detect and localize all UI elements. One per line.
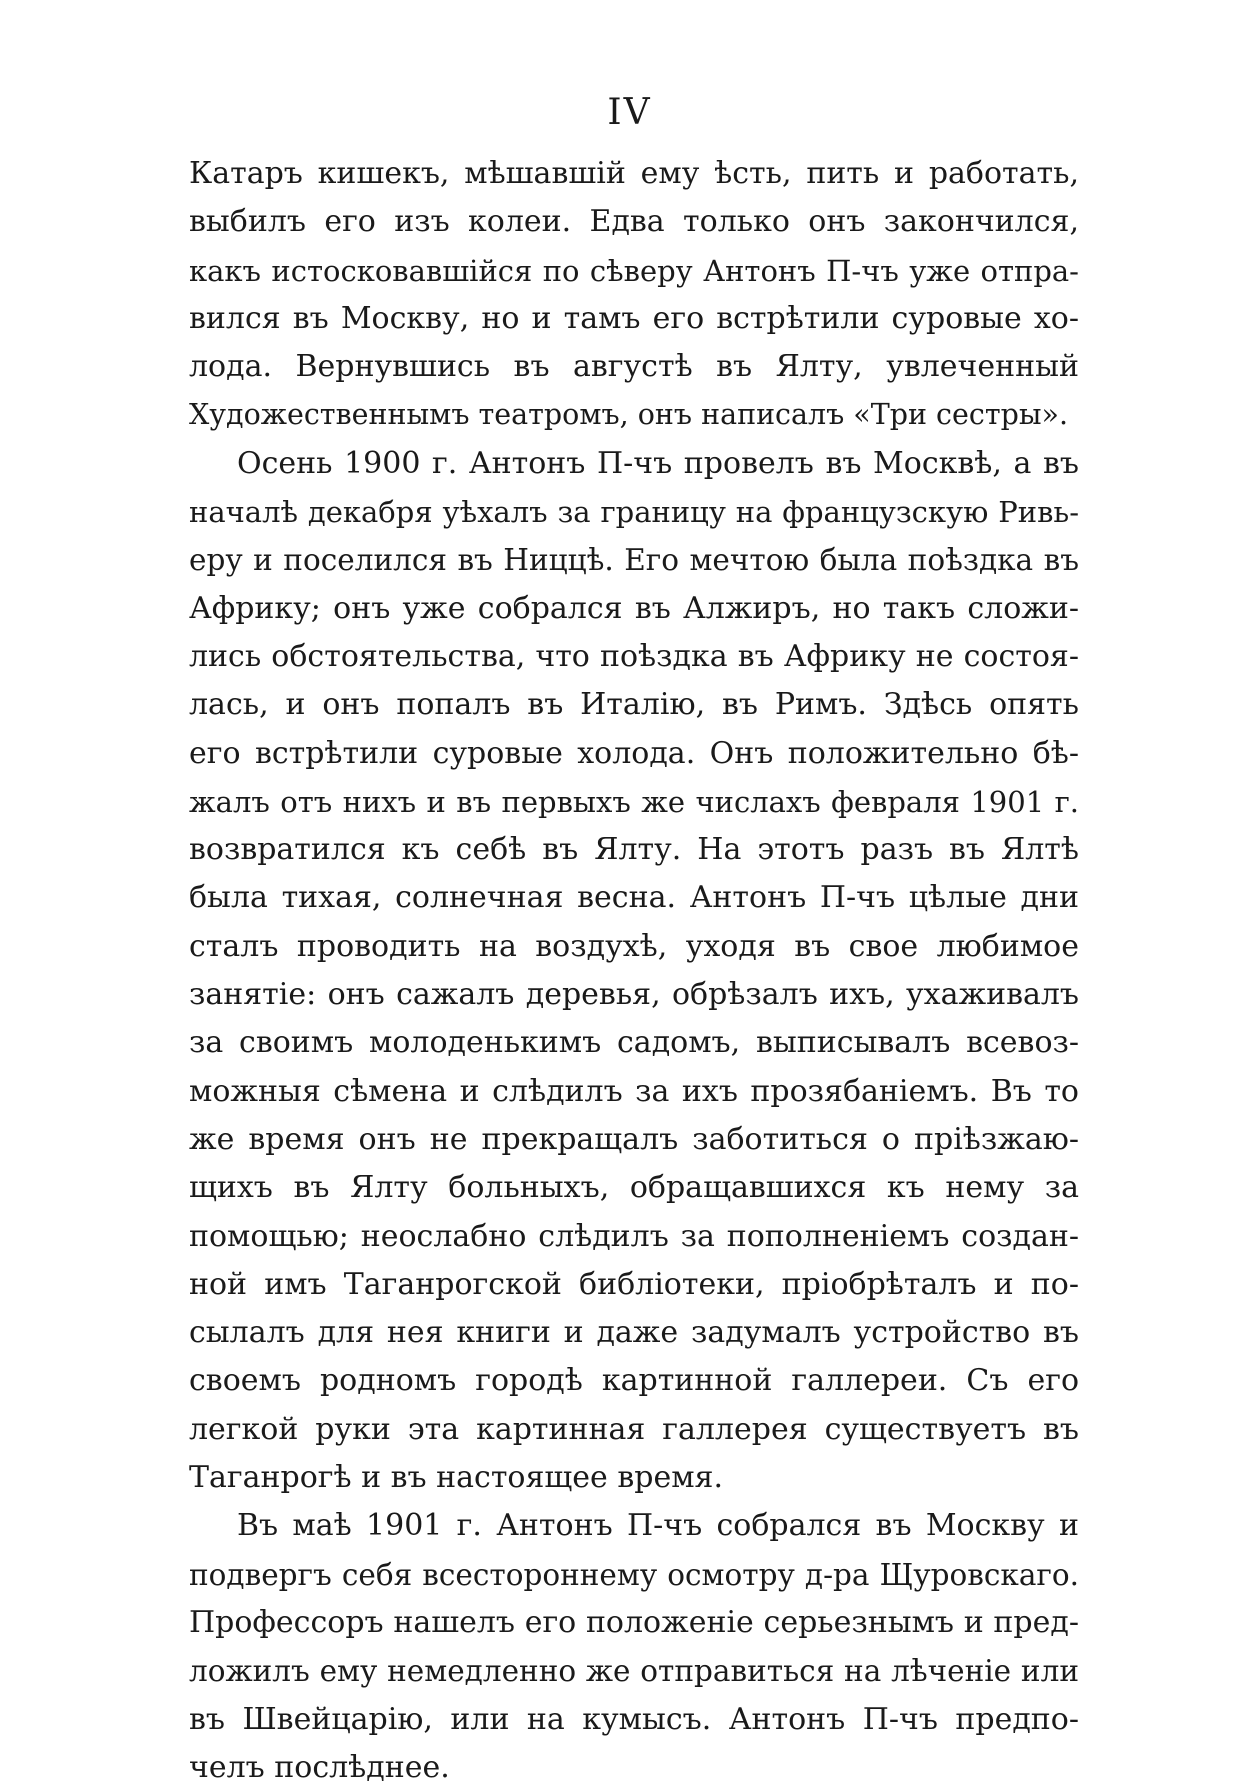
text-line: выбилъ его изъ колеи. Едва только онъ закончился, xyxy=(189,204,1079,240)
text-line: же время онъ не прекращалъ заботиться о пріѣзжаю- xyxy=(189,1121,1079,1157)
text-line: легкой руки эта картинная галлерея существуетъ въ xyxy=(189,1411,1079,1447)
text-line: Таганрогѣ и въ настоящее время. xyxy=(189,1460,723,1496)
text-line: какъ истосковавшійся по сѣверу Антонъ П-чъ уже отпра- xyxy=(189,253,1079,288)
text-line: ложилъ ему немедленно же отправиться на лѣченіе или xyxy=(189,1654,1079,1689)
text-line: въ Швейцарію, или на кумысъ. Антонъ П-чъ предпо- xyxy=(189,1701,1079,1737)
text-line: Профессоръ нашелъ его положеніе серьезнымъ и пред- xyxy=(189,1604,1079,1640)
text-line: Въ маѣ 1901 г. Антонъ П-чъ собрался въ Москву и xyxy=(237,1508,1079,1544)
text-line: помощью; неослабно слѣдилъ за пополненіемъ создан- xyxy=(189,1218,1079,1254)
text-line: была тихая, солнечная весна. Антонъ П-чъ цѣлые дни xyxy=(189,880,1079,916)
text-line: Африку; онъ уже собрался въ Алжиръ, но такъ сложи- xyxy=(189,590,1079,626)
text-line: щихъ въ Ялту больныхъ, обращавшихся къ нему за xyxy=(189,1170,1079,1206)
text-line: подвергъ себя всестороннему осмотру д-ра Щуровскаго. xyxy=(189,1557,1079,1592)
text-line: сталъ проводить на воздухѣ, уходя въ свое любимое xyxy=(189,928,1079,964)
text-line: ной имъ Таганрогской библіотеки, пріобрѣталъ и по- xyxy=(189,1266,1079,1302)
text-line: вился въ Москву, но и тамъ его встрѣтили суровые хо- xyxy=(189,300,1079,336)
text-line: своемъ родномъ городѣ картинной галлереи. Съ его xyxy=(189,1363,1079,1399)
text-line: лись обстоятельства, что поѣздка въ Африку не состоя- xyxy=(189,638,1079,674)
text-line: Осень 1900 г. Антонъ П-чъ провелъ въ Москвѣ, а въ xyxy=(237,445,1079,481)
text-line: Катаръ кишекъ, мѣшавшій ему ѣсть, пить и работать, xyxy=(189,156,1079,191)
text-line: лась, и онъ попалъ въ Италію, въ Римъ. Здѣсь опять xyxy=(189,687,1079,723)
page-number: IV xyxy=(607,92,652,133)
text-line: можныя сѣмена и слѣдилъ за ихъ прозябаніемъ. Въ то xyxy=(189,1073,1079,1109)
text-line: его встрѣтили суровые холода. Онъ положительно бѣ- xyxy=(189,735,1079,771)
text-line: началѣ декабря уѣхалъ за границу на французскую Ривь- xyxy=(189,495,1079,530)
text-line: жалъ отъ нихъ и въ первыхъ же числахъ февраля 1901 г. xyxy=(189,784,1079,819)
text-line: занятіе: онъ сажалъ деревья, обрѣзалъ ихъ, ухаживалъ xyxy=(189,977,1079,1013)
text-line: лода. Вернувшись въ августѣ въ Ялту, увлеченный xyxy=(189,349,1079,385)
text-line: возвратился къ себѣ въ Ялту. На этотъ разъ въ Ялтѣ xyxy=(189,832,1079,868)
text-line: сылалъ для нея книги и даже задумалъ устройство въ xyxy=(189,1315,1079,1351)
text-line: еру и поселился въ Ниццѣ. Его мечтою была поѣздка въ xyxy=(189,543,1079,578)
text-line: челъ послѣднее. xyxy=(189,1749,450,1785)
text-line: за своимъ молоденькимъ садомъ, выписывалъ всевоз- xyxy=(189,1025,1079,1061)
text-line: Художественнымъ театромъ, онъ написалъ «Три сестры». xyxy=(189,398,1069,432)
body-text xyxy=(189,150,1079,1792)
